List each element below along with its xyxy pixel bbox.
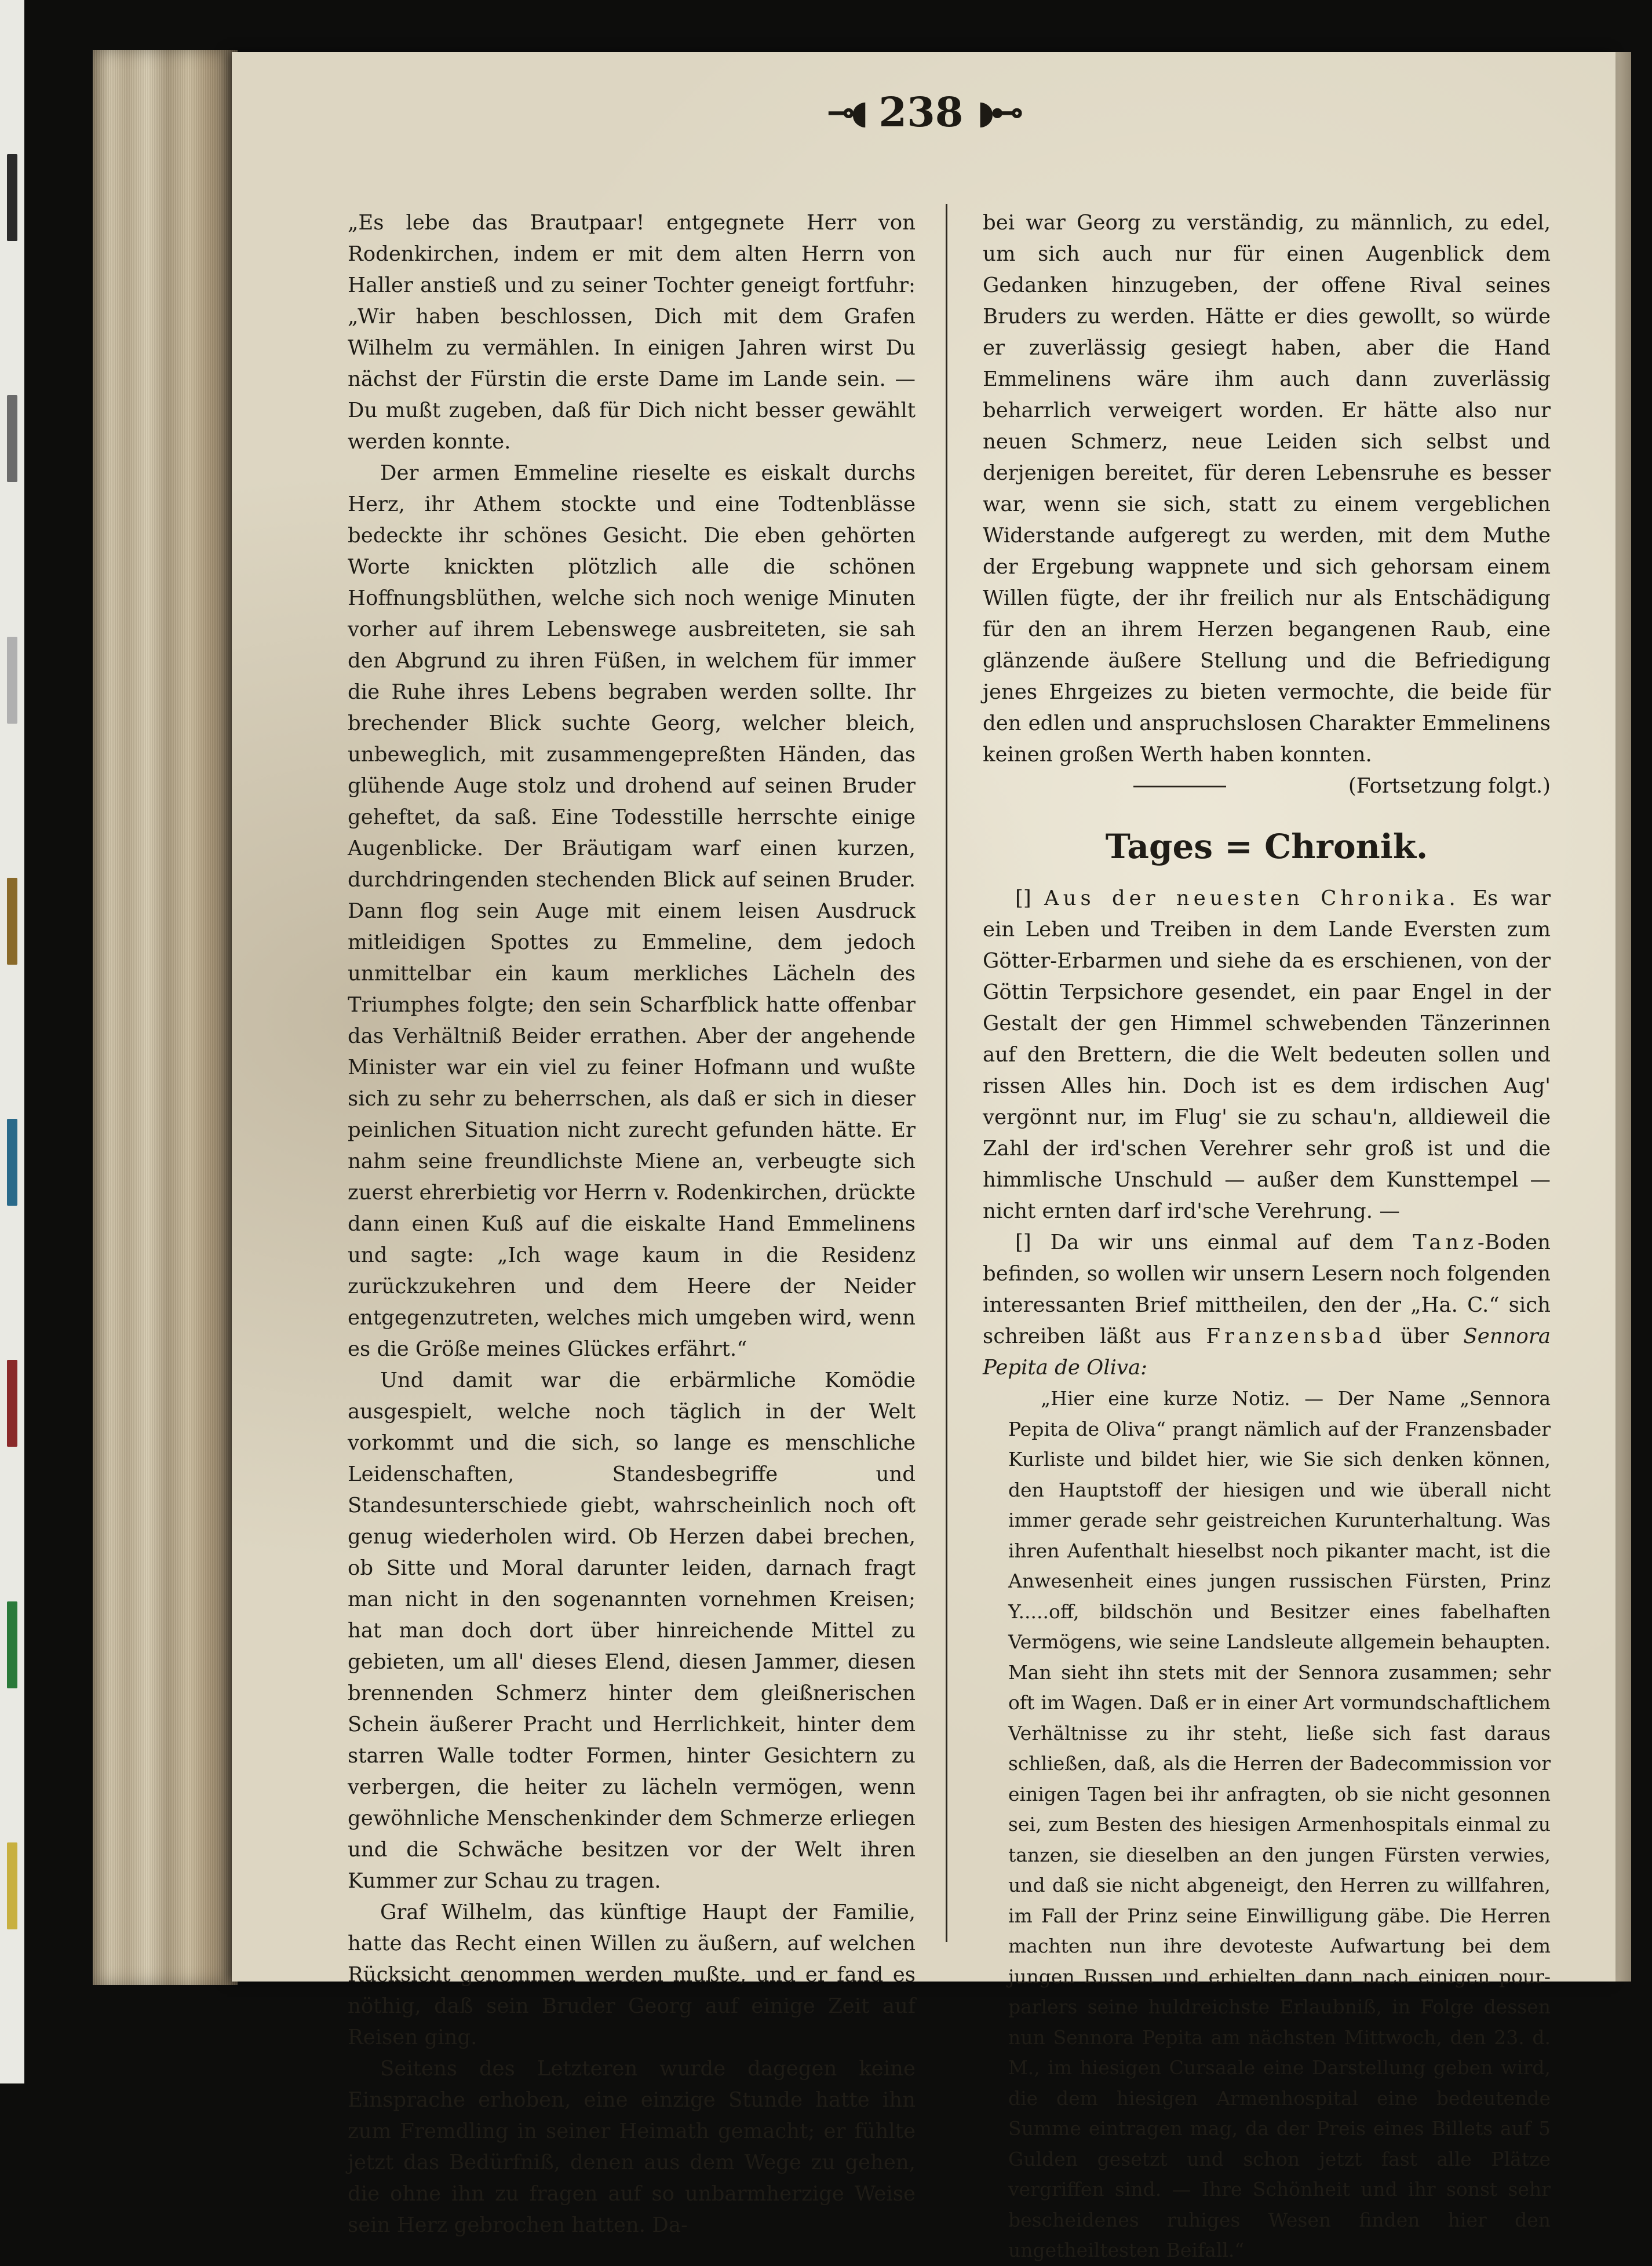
spaced-heading: Aus der neuesten Chronika. [1044,886,1460,910]
chronicle-paragraph [983,883,1551,1227]
spaced-word: Franzensbad [1206,1324,1386,1348]
color-swatch [7,637,17,724]
paragraph-mark: [] [1015,886,1031,910]
paragraph-text: Es war ein Leben und Treiben in dem Lande Eversten zum Götter-Erbarmen und siehe da es erschienen, von der Göttin Terpsichore gesendet, ein paar Engel in der Gestalt der gen Himmel schwebenden Tänzerinnen auf den Brettern, die die Welt bedeuten sollen und rissen Alles hin. Doch ist es dem irdischen Aug' vergönnt nur, im Flug' sie zu schau'n, alldieweil die Zahl der ird'schen Verehrer sehr groß ist und die himmlische Unschuld — außer dem Kunsttempel — nicht ernten darf ird'sche Verehrung. — [983,886,1551,1223]
page-number: 238 [878,88,964,136]
chronicle-paragraph [983,1227,1551,1384]
paragraph: Und damit war die erbärmliche Komödie ausgespielt, welche noch täglich in der Welt vorkommt und die sich, so lange es menschliche Leidenschaften, Standesbegriffe und Standesunterschiede giebt, wahrscheinlich noch oft genug wiederholen wird. Ob Herzen dabei brechen, ob Sitte und Moral darunter leiden, darnach fragt man nicht in den sogenannten vornehmen Kreisen; hat man doch dort über hinreichende Mittel zu gebieten, um all' dieses Elend, diesen Jammer, diesen brennenden Schmerz hinter dem gleißnerischen Schein äußerer Pracht und Herrlichkeit, hinter dem starren Walle todter Formen, hinter Gesichtern zu verbergen, die heiter zu lächeln vermögen, wenn gewöhnliche Menschenkinder dem Schmerze erliegen und die Schwäche besitzen vor der Welt ihren Kummer zur Schau zu tragen. [348,1369,916,1893]
paragraph: „Es lebe das Brautpaar! entgegnete Herr von Rodenkirchen, indem er mit dem alten Herrn von Haller anstieß und zu seiner Tochter geneigt fortfuhr: „Wir haben beschlossen, Dich mit dem Grafen Wilhelm zu vermählen. In einigen Jahren wirst Du nächst der Fürstin die erste Dame im Lande sein. — Du mußt zugeben, daß für Dich nicht besser gewählt werden konnte. [348,211,916,454]
color-swatch [7,395,17,482]
header-ornament-right-icon: ◗⊷ [977,93,1020,132]
spaced-word: Tanz [1413,1231,1478,1254]
continued-paragraph: bei war Georg zu verständig, zu männlich, zu edel, um sich auch nur für einen Augenblick dem Gedanken hinzugeben, der offene Rival seines Bruders zu werden. Hätte er dies gewollt, so würde er zuverlässig gesiegt haben, aber die Hand Emmelinens wäre ihm auch dann zuverlässig beharrlich verweigert worden. Er hätte also nur neuen Schmerz, neue Leiden sich selbst und derjenigen bereitet, für deren Lebensruhe es besser war, wenn sie sich, statt zu einem vergeblichen Widerstande aufgeregt zu werden, mit dem Muthe der Ergebung wappnete und sich gehorsam einem Willen fügte, der ihr freilich nur als Entschädigung für den an ihrem Herzen begangenen Raub, eine glänzende äußere Stellung und die Befriedigung jenes Ehrgeizes zu bieten vermochte, die beide für den edlen und anspruchslosen Charakter Emmelinens keinen großen Werth haben konnten. [983,211,1551,767]
paragraph-text: über [1400,1324,1449,1348]
page-header [232,88,1615,136]
paragraph: Seitens des Letzteren wurde dagegen keine Einsprache erhoben, eine einzige Stunde hatte ihn zum Fremdling in seiner Heimath gemacht; er fühlte jetzt das Bedürfniß, denen aus dem Wege zu gehen, die ohne ihn zu fragen auf so unbarmherzige Weise sein Herz gebrochen hatten. Da- [348,2057,916,2237]
header-ornament-left-icon: ⊸◖ [827,93,865,132]
paragraph: Graf Wilhelm, das künftige Haupt der Familie, hatte das Recht einen Willen zu äußern, auf welchen Rücksicht genommen werden mußte, und er fand es nöthig, daß sein Bruder Georg auf einige Zeit auf Reisen ging. [348,1900,916,2049]
paragraph-mark: [] [1015,1231,1031,1254]
color-swatch [7,1360,17,1447]
quoted-letter [983,1384,1551,2266]
continuation-line [983,771,1551,802]
continued-note: (Fortsetzung folgt.) [1348,774,1551,798]
paragraph-text: -Boden befinden, so wollen wir unsern Lesern noch folgenden interessanten Brief mittheilen, den der „Ha. C.“ sich schreiben läßt aus [983,1231,1551,1348]
newspaper-page [232,52,1615,2261]
paragraph: Der armen Emmeline rieselte es eiskalt durchs Herz, ihr Athem stockte und eine Todtenblässe bedeckte ihr schönes Gesicht. Die eben gehörten Worte knickten plötzlich alle die schönen Hoffnungsblüthen, welche sich noch wenige Minuten vorher auf ihrem Lebenswege ausbreiteten, sie sah den Abgrund zu ihren Füßen, in welchem für immer die Ruhe ihres Lebens begraben werden sollte. Ihr brechender Blick suchte Georg, welcher bleich, unbeweglich, mit zusammengepreßten Händen, das glühende Auge stolz und drohend auf seinen Bruder geheftet, da saß. Eine Todesstille herrschte einige Augenblicke. Der Bräutigam warf einen kurzen, durchdringenden stechenden Blick auf seinen Bruder. Dann flog sein Auge mit einem leisen Ausdruck mitleidigen Spottes zu Emmeline, dem jedoch unmittelbar ein kaum merkliches Lächeln des Triumphes folgte; den sein Scharfblick hatte offenbar das Verhältniß Beider errathen. Aber der angehende Minister war ein viel zu feiner Hofmann und wußte sich zu sehr zu beherrschen, als daß er sich in dieser peinlichen Situation nicht zurecht gefunden hätte. Er nahm seine freundlichste Miene an, verbeugte sich zuerst ehrerbietig vor Herrn v. Rodenkirchen, drückte dann einen Kuß auf die eiskalte Hand Emmelinens und sagte: „Ich wage kaum in die Residenz zurückzukehren und dem Heere der Neider entgegenzutreten, welches mich umgeben wird, wenn es die Größe meines Glückes erfährt.“ [348,461,916,1361]
right-column [983,207,1551,2266]
color-swatch [7,1842,17,1929]
quote-text: „Hier eine kurze Notiz. — Der Name „Sennora Pepita de Oliva“ prangt nämlich auf der Franzensbader Kurliste und bildet hier, wie Sie sich denken können, den Hauptstoff der hiesigen und wie überall nicht immer gerade sehr geistreichen Kurunterhaltung. Was ihren Aufenthalt hieselbst noch pikanter macht, ist die Anwesenheit eines jungen russischen Fürsten, Prinz Y.....off, bildschön und Besitzer eines fabelhaften Vermögens, wie seine Landsleute allgemein behaupten. Man sieht ihn stets mit der Sennora zusammen; sehr oft im Wagen. Daß er in einer Art vormundschaftlichem Verhältnisse zu ihr steht, ließe sich fast daraus schließen, daß, als die Herren der Badecommission vor einigen Tagen bei ihr anfragten, ob sie nicht gesonnen sei, zum Besten des hiesigen Armenhospitals einmal zu tanzen, sie dieselben an den jungen Fürsten verwies, und daß sie nicht abgeneigt, den Herren zu willfahren, im Fall der Prinz seine Einwilligung gäbe. Die Herren machten nun ihre devoteste Aufwartung bei dem jungen Russen und erhielten dann nach einigen pour-parlers seine huldreichste Erlaubniß, in Folge dessen nun Sennora Pepita am nächsten Mittwoch, den 23. d. M., im hiesigen Cursaale eine Darstellung geben wird, die dem hiesigen Armenhospital eine bedeutende Summe eintragen mag, da der Preis eines Billets auf 5 Gulden gesetzt und schon jetzt fast alle Plätze vergriffen sind. — Ihre Schönheit und ihr sonst sehr bescheidenes ruhiges Wesen finden hier den ungetheiltesten Beifall.“ [1008,1387,1551,2261]
short-rule [1133,786,1226,787]
color-swatch [7,1601,17,1688]
section-title: Tages = Chronik. [1105,827,1428,866]
paragraph-text: Da wir uns einmal auf dem [1050,1231,1394,1254]
book-page-edges [93,50,238,1985]
color-swatch [7,878,17,965]
column-divider [946,204,947,1942]
italic-name: Sennora Pepita de Oliva: [983,1324,1551,1380]
color-swatch [7,1119,17,1206]
color-swatch [7,154,17,241]
left-column [348,207,916,2241]
scanner-color-bar [0,0,24,2083]
